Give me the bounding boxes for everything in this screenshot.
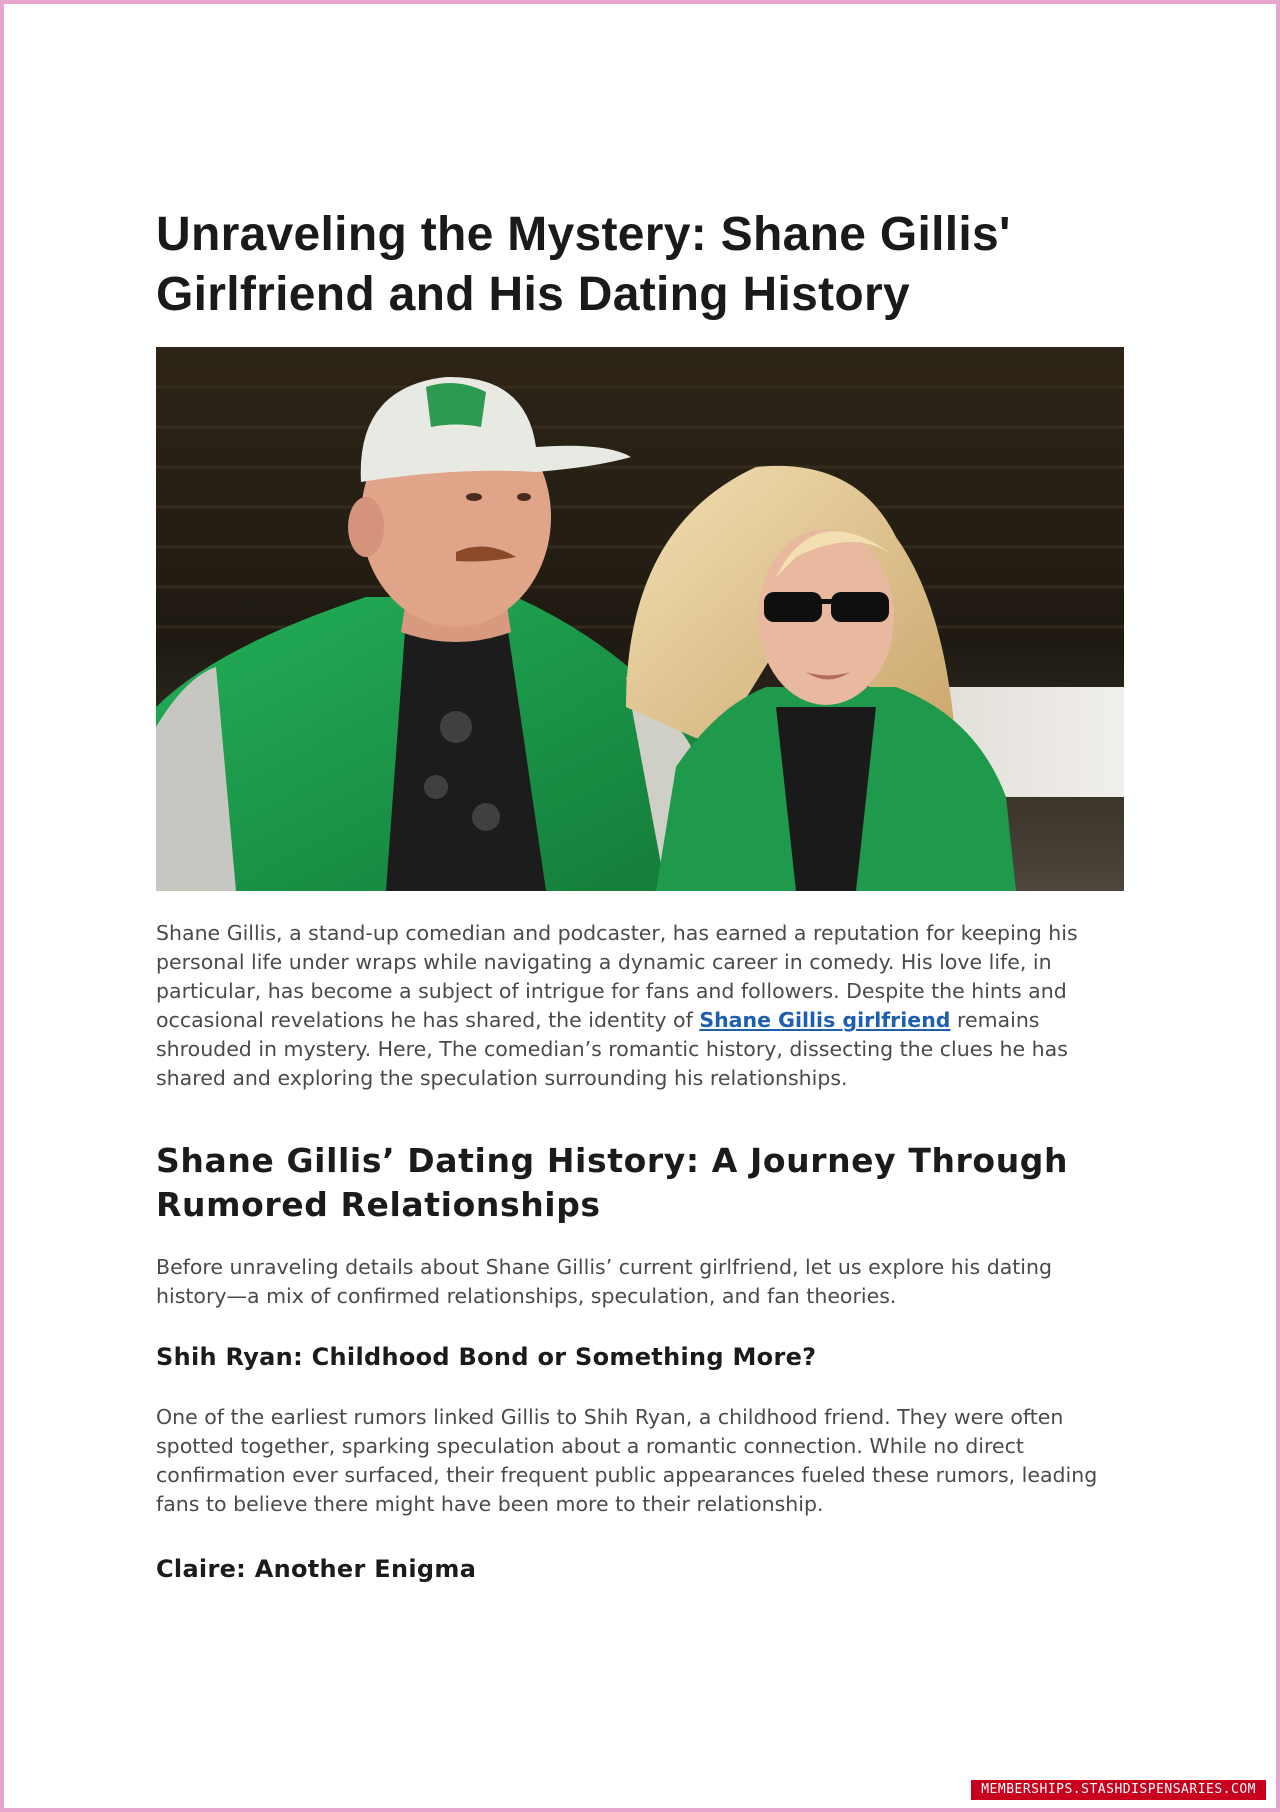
- article-title: Unraveling the Mystery: Shane Gillis' Girlfriend and His Dating History: [156, 208, 1011, 321]
- intro-text-after: remains shrouded in mystery. Here, The comedian’s romantic history, dissecting the clues he has shared and exploring the speculation surrounding his relationships.: [156, 1008, 1068, 1090]
- section-paragraph: Before unraveling details about Shane Gillis’ current girlfriend, let us explore his dating history—a mix of confirmed relationships, speculation, and fan theories.: [156, 1255, 1053, 1308]
- section-heading: Shane Gillis’ Dating History: A Journey Through Rumored Relationships: [156, 1141, 1069, 1224]
- hero-photo: [156, 347, 1124, 891]
- subsection-paragraph-shih-ryan: One of the earliest rumors linked Gillis to Shih Ryan, a childhood friend. They were often spotted together, sparking speculation about a romantic connection. While no direct confirmation ever surfaced, their frequent public appearances fueled these rumors, leading fans to believe there might have been more to their relationship.: [156, 1405, 1098, 1516]
- subsection-heading-shih-ryan: Shih Ryan: Childhood Bond or Something More?: [156, 1343, 817, 1371]
- intro-text-before: Shane Gillis, a stand-up comedian and podcaster, has earned a reputation for keeping his personal life under wraps while navigating a dynamic career in comedy. His love life, in particular, has become a subject of intrigue for fans and followers. Despite the hints and occasional revelations he has shared, the identity of: [156, 921, 1078, 1032]
- article: [156, 205, 1124, 1585]
- intro-paragraph: [156, 919, 1124, 1093]
- girlfriend-link[interactable]: Shane Gillis girlfriend: [699, 1008, 951, 1032]
- watermark-banner: MEMBERSHIPS.STASHDISPENSARIES.COM: [971, 1780, 1266, 1800]
- subsection-heading-claire: Claire: Another Enigma: [156, 1555, 477, 1583]
